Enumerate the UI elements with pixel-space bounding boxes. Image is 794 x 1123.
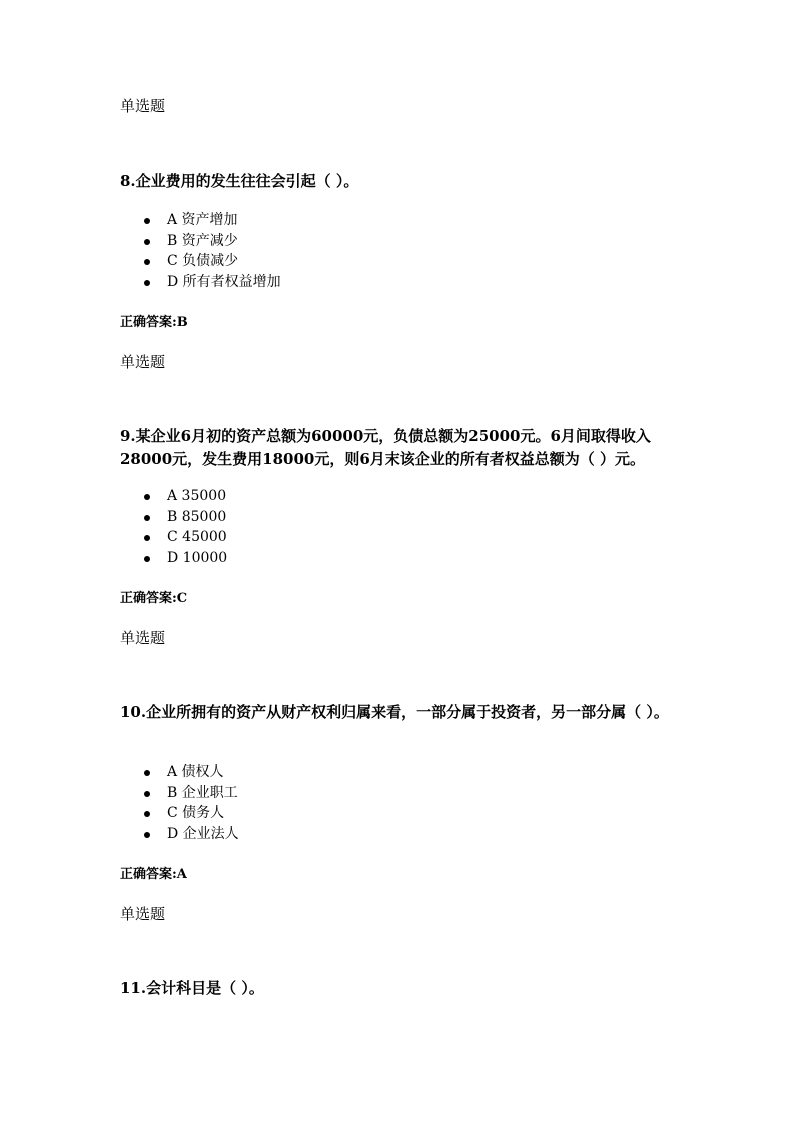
option-list [120,762,239,844]
bullet-icon [144,494,150,500]
option-item [120,803,239,824]
question-text: 11.会计科目是（ ）。 [120,979,264,997]
question-type-label: 单选题 [120,905,166,923]
question-text: 10.企业所拥有的资产从财产权利归属来看，一部分属于投资者，另一部分属（ ）。 [120,703,669,721]
option-text: C 负债减少 [167,253,239,270]
option-text: D 企业法人 [167,825,239,842]
question-type-label: 单选题 [120,629,166,647]
bullet-icon [144,811,150,817]
option-text: C 45000 [167,529,227,546]
option-item [120,272,281,293]
option-item [120,231,281,252]
option-text: A 35000 [167,488,227,504]
option-text: A 债权人 [167,764,224,780]
option-item [120,762,239,783]
correct-answer: 正确答案:A [120,867,187,882]
option-item [120,486,227,507]
bullet-icon [144,791,150,797]
bullet-icon [144,239,150,245]
question-text: 9.某企业6月初的资产总额为60000元，负债总额为25000元。6月间取得收入28000元，发生费用18000元，则6月末该企业的所有者权益总额为（ ）元。 [120,427,651,468]
bullet-icon [144,535,150,541]
option-list [120,486,227,568]
option-item [120,251,281,272]
bullet-icon [144,770,150,776]
option-text: D 所有者权益增加 [167,273,281,290]
bullet-icon [144,515,150,521]
bullet-icon [144,218,150,224]
correct-answer: 正确答案:C [120,591,188,606]
bullet-icon [144,556,150,562]
option-item [120,548,227,569]
bullet-icon [144,280,150,286]
bullet-icon [144,832,150,838]
option-text: C 债务人 [167,805,225,822]
option-text: A 资产增加 [167,212,238,228]
option-list [120,210,281,292]
option-text: B 85000 [167,508,227,525]
option-item [120,210,281,231]
bullet-icon [144,259,150,265]
option-text: B 企业职工 [167,784,238,801]
question-type-label: 单选题 [120,97,166,115]
option-item [120,507,227,528]
question-type-label: 单选题 [120,353,166,371]
option-item [120,527,227,548]
option-text: D 10000 [167,549,228,566]
option-item [120,783,239,804]
correct-answer: 正确答案:B [120,315,188,330]
question-text: 8.企业费用的发生往往会引起（ ）。 [120,172,359,190]
option-item [120,824,239,845]
option-text: B 资产减少 [167,232,238,249]
